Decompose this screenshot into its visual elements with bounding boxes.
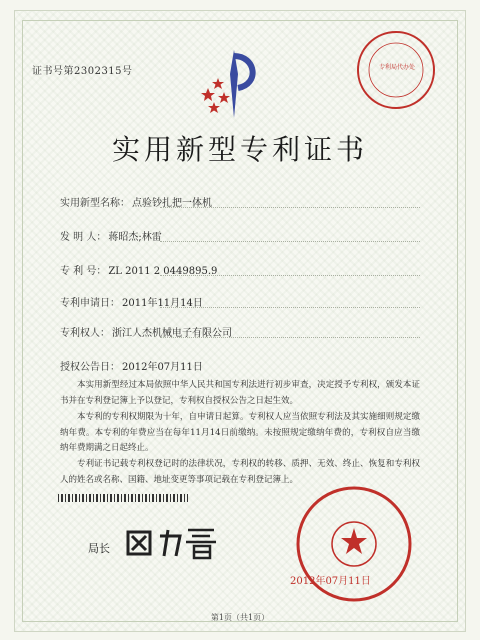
page-title: 实用新型专利证书 bbox=[111, 133, 368, 166]
barcode bbox=[58, 494, 188, 502]
legal-paragraph: 专利证书记载专利权登记时的法律状况，专利权的转移、质押、无效、终止、恢复和专利权人的姓名或名称、国籍、地址变更等事项记载在专利登记簿上。 bbox=[60, 459, 420, 485]
grant-date bbox=[60, 358, 203, 373]
agency-seal-text: 专利局代办处 bbox=[378, 64, 415, 71]
legal-paragraph: 本专利的专利权期限为十年，自申请日起算。专利权人应当依照专利法及其实施细则规定缴纳年费。本专利的年费应当在每年11月14日前缴纳。未按照规定缴纳年费的，专利权自应当缴纳年费期满之日起终止。 bbox=[60, 412, 420, 453]
divider bbox=[160, 337, 420, 338]
divider bbox=[160, 207, 420, 208]
grant-date-value: 2012年07月11日 bbox=[122, 362, 203, 373]
divider bbox=[160, 275, 420, 276]
inventor-label: 发 明 人： bbox=[60, 232, 107, 243]
certificate-number: 证书号第2302315号 bbox=[32, 66, 133, 77]
director-signature bbox=[122, 522, 222, 562]
legal-paragraph: 本实用新型经过本局依照中华人民共和国专利法进行初步审查，决定授予专利权，颁发本证书并在专利登记簿上予以登记，专利权自授权公告之日起生效。 bbox=[60, 380, 420, 406]
page-number: 第1页（共1页） bbox=[210, 613, 270, 622]
patent-number-value: ZL 2011 2 0449895.9 bbox=[108, 266, 218, 277]
seal-date: 2012年07月11日 bbox=[290, 576, 371, 587]
patent-office-logo-icon bbox=[194, 44, 274, 124]
utility-model-name-value: 点验钞扎把一体机 bbox=[132, 198, 212, 209]
grant-date-label: 授权公告日： bbox=[60, 362, 120, 373]
utility-model-name-label: 实用新型名称： bbox=[60, 198, 130, 209]
inventor bbox=[60, 228, 162, 243]
divider bbox=[160, 307, 420, 308]
director-label: 局长 bbox=[88, 542, 110, 555]
inventor-value: 蒋昭杰;林雷 bbox=[108, 232, 162, 243]
patentee-value: 浙江人杰机械电子有限公司 bbox=[112, 328, 232, 339]
divider bbox=[160, 241, 420, 242]
patent-number-label: 专 利 号： bbox=[60, 266, 107, 277]
filing-date-value: 2011年11月14日 bbox=[122, 298, 203, 309]
filing-date-label: 专利申请日： bbox=[60, 298, 120, 309]
patentee-label: 专利权人： bbox=[60, 328, 110, 339]
